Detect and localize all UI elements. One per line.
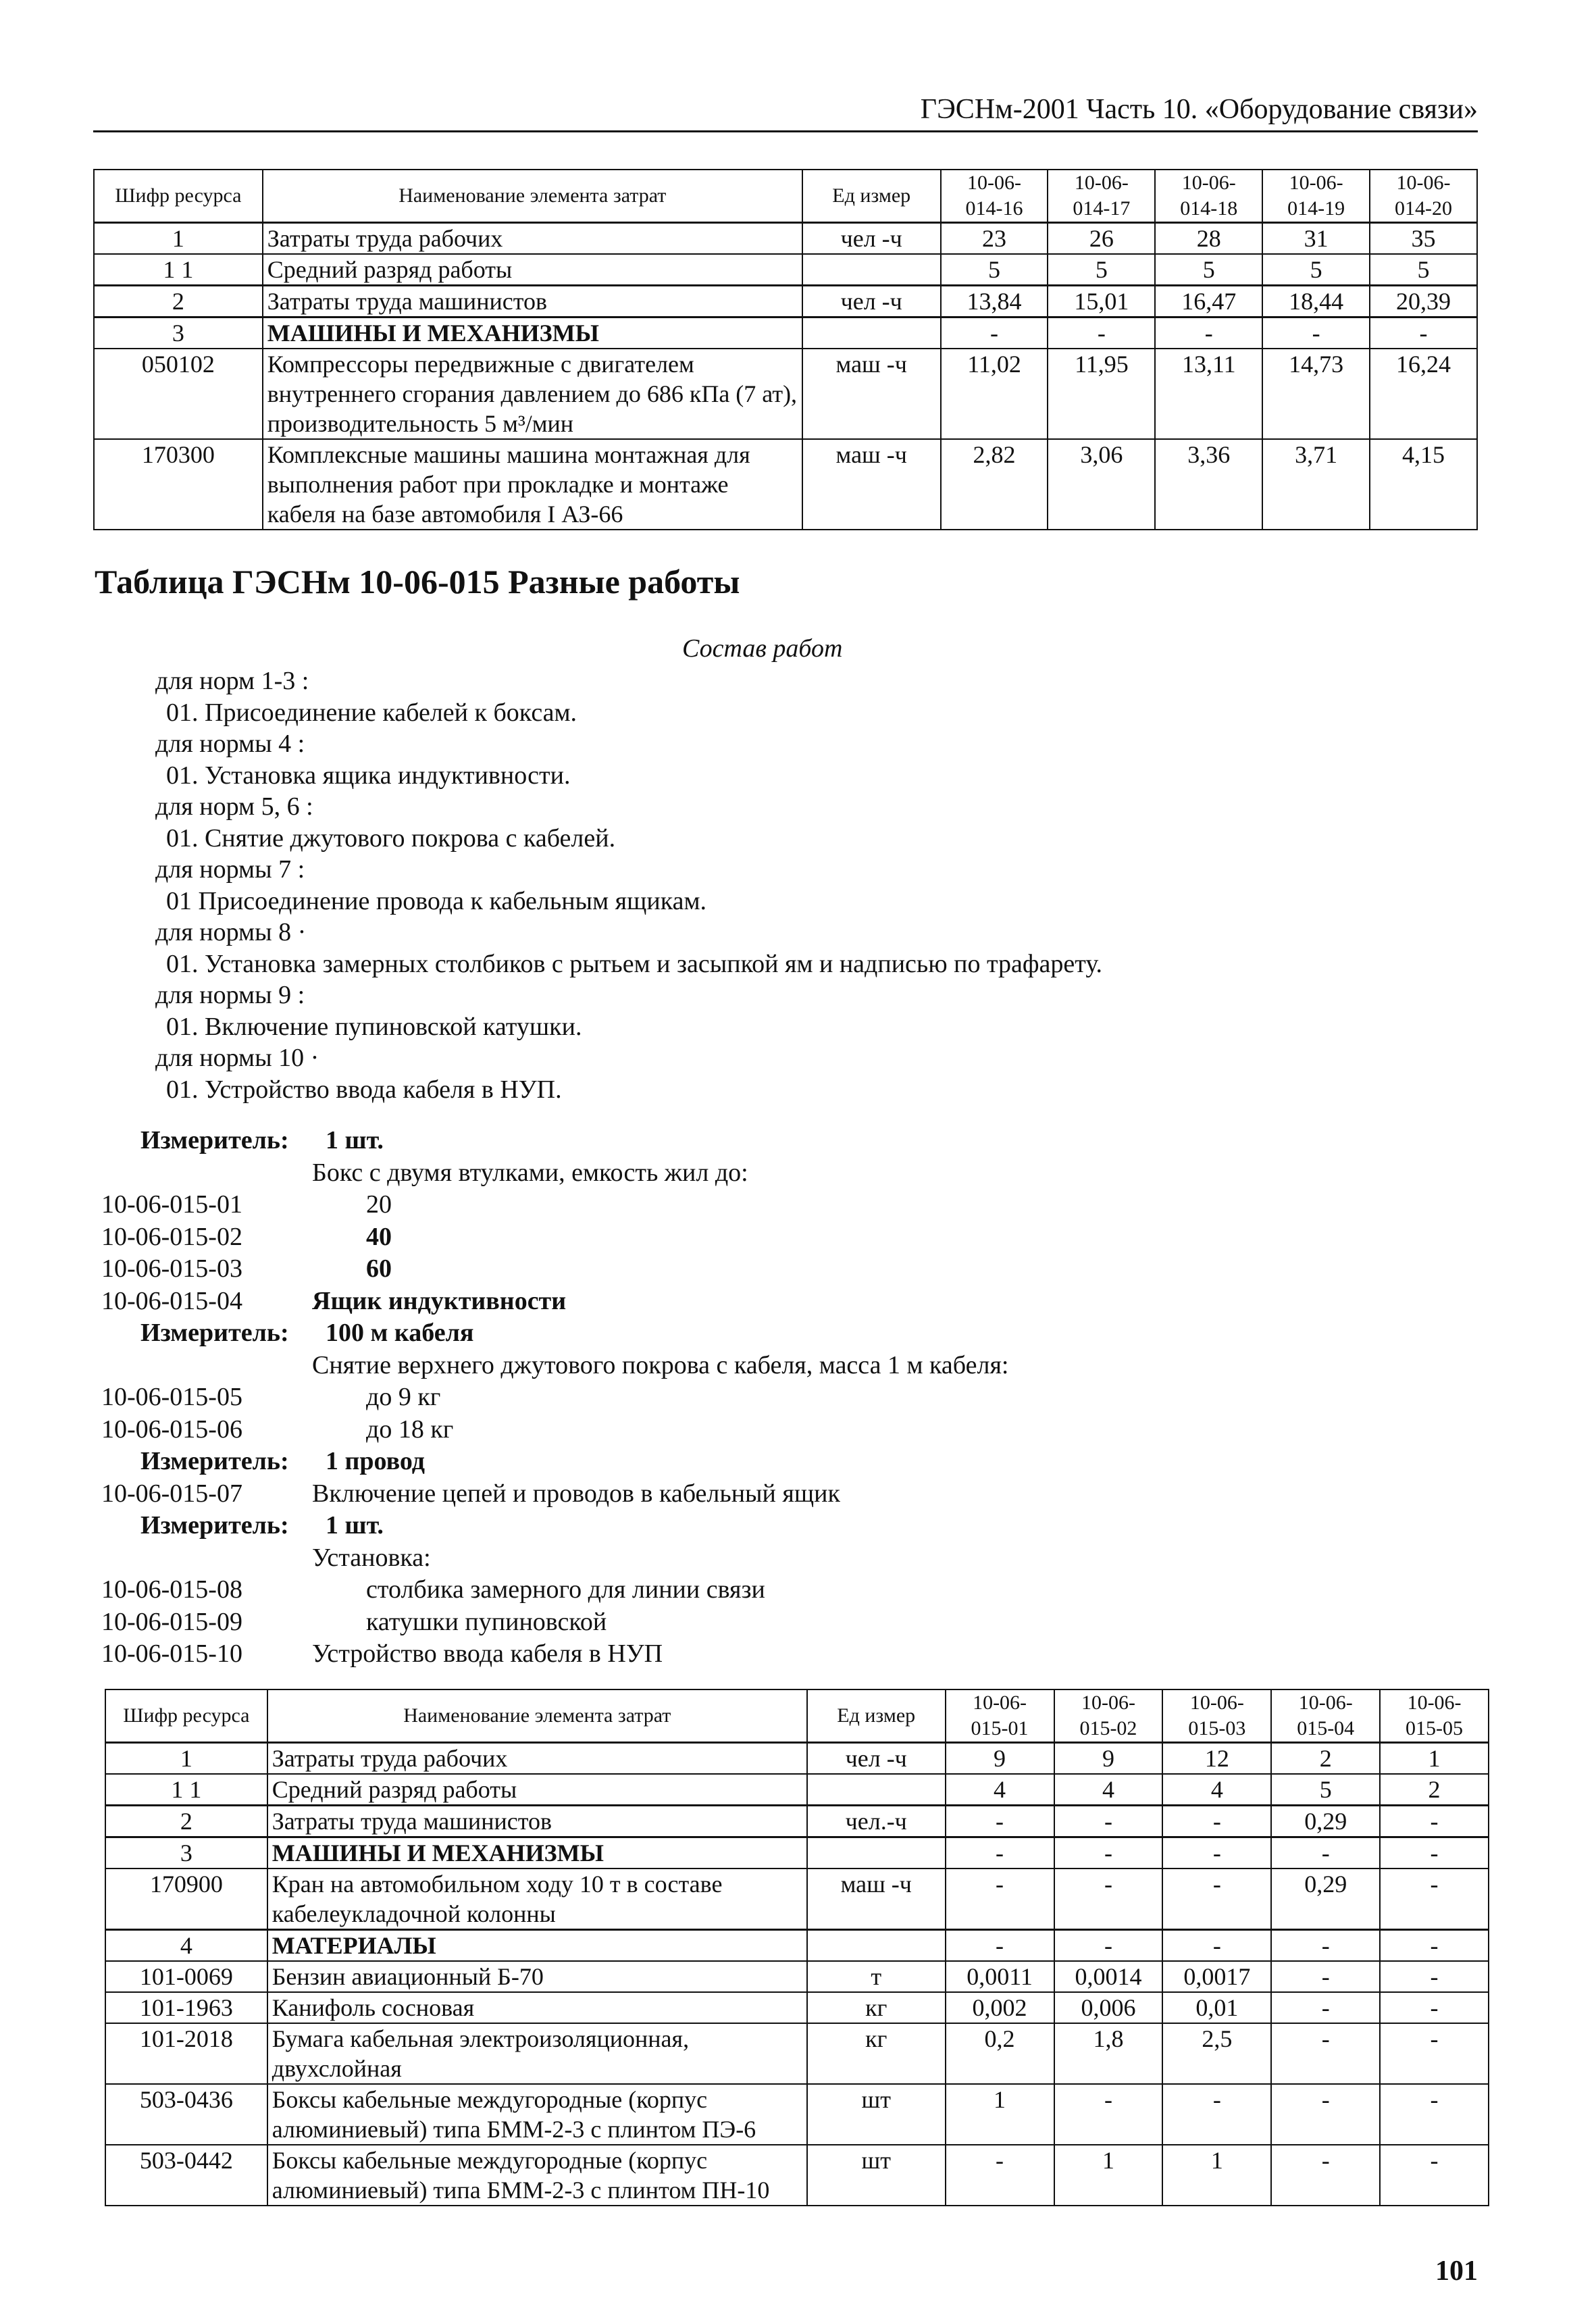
table-row bbox=[105, 2023, 1489, 2084]
norm-code: 10-06-015-10 bbox=[101, 1640, 242, 1668]
norm-code: 10-06-015-03 bbox=[101, 1254, 242, 1283]
value-cell: 16,47 bbox=[1155, 286, 1262, 317]
norm-code: 10-06-015-06 bbox=[101, 1415, 242, 1444]
value-cell: - bbox=[1271, 2023, 1380, 2084]
cost-element-name-cell: Бумага кабельная электроизоляционная, двухслойная bbox=[267, 2023, 807, 2084]
measure-value: 1 шт. bbox=[326, 1126, 384, 1154]
value-cell: 13,11 bbox=[1155, 349, 1262, 439]
value-cell: - bbox=[1262, 317, 1370, 349]
value-cell: - bbox=[1380, 1837, 1489, 1869]
value-cell: - bbox=[1380, 1930, 1489, 1962]
cost-element-name-cell: Затраты труда машинистов bbox=[263, 286, 802, 317]
resource-code-cell: 4 bbox=[105, 1930, 267, 1962]
value-cell: 18,44 bbox=[1262, 286, 1370, 317]
value-cell: 31 bbox=[1262, 223, 1370, 255]
value-cell: - bbox=[1155, 317, 1262, 349]
norm-group-label: для норм 1-3 : bbox=[155, 667, 309, 695]
resource-code-cell: 2 bbox=[105, 1806, 267, 1837]
norm-description: до 9 кг bbox=[366, 1383, 441, 1411]
value-cell: 5 bbox=[1271, 1774, 1380, 1806]
header-rule bbox=[93, 130, 1478, 132]
value-cell: 14,73 bbox=[1262, 349, 1370, 439]
cost-element-name-cell: Средний разряд работы bbox=[263, 254, 802, 286]
measure-value: 100 м кабеля bbox=[326, 1319, 474, 1347]
work-item: 01. Установка ящика индуктивности. bbox=[166, 761, 571, 790]
norm-code: 10-06-015-04 bbox=[101, 1286, 242, 1315]
value-cell: 11,95 bbox=[1048, 349, 1155, 439]
value-cell: - bbox=[1162, 1869, 1271, 1930]
norm-description: Снятие верхнего джутового покрова с кабеля, масса 1 м кабеля: bbox=[312, 1350, 1009, 1379]
value-cell: - bbox=[1054, 1930, 1163, 1962]
table-row bbox=[105, 2145, 1489, 2206]
value-cell: - bbox=[1271, 1837, 1380, 1869]
value-cell: - bbox=[946, 1837, 1054, 1869]
table-row bbox=[105, 2084, 1489, 2145]
norm-code: 10-06-015-08 bbox=[101, 1575, 242, 1604]
value-cell: - bbox=[1271, 1992, 1380, 2023]
unit-cell: маш -ч bbox=[802, 439, 941, 530]
value-cell: - bbox=[1380, 2023, 1489, 2084]
unit-cell bbox=[807, 1837, 946, 1869]
table-row bbox=[94, 286, 1477, 317]
resource-code-cell: 3 bbox=[94, 317, 263, 349]
norm-group-label: для норм 5, 6 : bbox=[155, 792, 313, 821]
cost-element-name-cell: Боксы кабельные междугородные (корпус алюминиевый) типа БММ-2-3 с плинтом ПЭ-6 bbox=[267, 2084, 807, 2145]
work-item: 01. Устройство ввода кабеля в НУП. bbox=[166, 1075, 562, 1104]
value-cell: 35 bbox=[1370, 223, 1477, 255]
value-cell: 2,5 bbox=[1162, 2023, 1271, 2084]
value-cell: 1 bbox=[1380, 1743, 1489, 1775]
measure-label: Измеритель: bbox=[140, 1511, 289, 1540]
measure-label: Измеритель: bbox=[140, 1319, 289, 1347]
norm-code: 10-06-015-05 bbox=[101, 1383, 242, 1411]
work-item: 01 Присоединение провода к кабельным ящикам. bbox=[166, 886, 707, 915]
unit-cell: маш -ч bbox=[807, 1869, 946, 1930]
norm-description: 40 bbox=[366, 1222, 392, 1251]
value-cell: 2,82 bbox=[941, 439, 1048, 530]
resource-code-cell: 050102 bbox=[94, 349, 263, 439]
work-item: 01. Установка замерных столбиков с рытьем и засыпкой ям и надписью по трафарету. bbox=[166, 949, 1103, 978]
resource-table-014 bbox=[93, 169, 1478, 530]
norm-code: 10-06-015-09 bbox=[101, 1607, 242, 1636]
norm-description: Установка: bbox=[312, 1543, 431, 1572]
unit-cell: шт bbox=[807, 2145, 946, 2206]
column-header: 10-06- 014-19 bbox=[1262, 170, 1370, 223]
resource-code-cell: 1 bbox=[94, 223, 263, 255]
resource-code-cell: 2 bbox=[94, 286, 263, 317]
value-cell: 26 bbox=[1048, 223, 1155, 255]
unit-cell: кг bbox=[807, 1992, 946, 2023]
unit-cell: чел -ч bbox=[802, 223, 941, 255]
cost-element-name-cell: Затраты труда машинистов bbox=[267, 1806, 807, 1837]
norm-group-label: для нормы 10 · bbox=[155, 1044, 319, 1072]
column-header: 10-06- 014-20 bbox=[1370, 170, 1477, 223]
table-row bbox=[105, 1743, 1489, 1775]
value-cell: 16,24 bbox=[1370, 349, 1477, 439]
unit-cell bbox=[802, 317, 941, 349]
value-cell: 1 bbox=[1162, 2145, 1271, 2206]
column-header: Ед измер bbox=[802, 170, 941, 223]
value-cell: 12 bbox=[1162, 1743, 1271, 1775]
value-cell: - bbox=[1054, 2084, 1163, 2145]
norm-description: 60 bbox=[366, 1254, 392, 1283]
norm-description: Включение цепей и проводов в кабельный ящик bbox=[312, 1479, 840, 1508]
running-header: ГЭСНм-2001 Часть 10. «Оборудование связи» bbox=[920, 94, 1478, 125]
table-row bbox=[94, 349, 1477, 439]
value-cell: - bbox=[1054, 1837, 1163, 1869]
value-cell: - bbox=[1380, 1961, 1489, 1992]
column-header: Шифр ресурса bbox=[94, 170, 263, 223]
value-cell: - bbox=[1162, 1930, 1271, 1962]
value-cell: - bbox=[1162, 1837, 1271, 1869]
resource-code-cell: 101-0069 bbox=[105, 1961, 267, 1992]
unit-cell bbox=[807, 1774, 946, 1806]
norm-description: столбика замерного для линии связи bbox=[366, 1575, 765, 1604]
value-cell: 5 bbox=[1155, 254, 1262, 286]
resource-code-cell: 101-2018 bbox=[105, 2023, 267, 2084]
column-header: 10-06- 015-03 bbox=[1162, 1689, 1271, 1743]
value-cell: 9 bbox=[1054, 1743, 1163, 1775]
value-cell: 4 bbox=[946, 1774, 1054, 1806]
work-composition-heading: Состав работ bbox=[682, 634, 843, 663]
table-row bbox=[94, 223, 1477, 255]
value-cell: 13,84 bbox=[941, 286, 1048, 317]
value-cell: 3,36 bbox=[1155, 439, 1262, 530]
table-row bbox=[94, 439, 1477, 530]
resource-code-cell: 1 bbox=[105, 1743, 267, 1775]
table-row bbox=[94, 317, 1477, 349]
column-header: 10-06- 015-04 bbox=[1271, 1689, 1380, 1743]
table-row bbox=[105, 1930, 1489, 1962]
value-cell: 0,002 bbox=[946, 1992, 1054, 2023]
value-cell: - bbox=[1271, 2145, 1380, 2206]
value-cell: - bbox=[946, 1806, 1054, 1837]
table-row bbox=[105, 1837, 1489, 1869]
unit-cell: маш -ч bbox=[802, 349, 941, 439]
cost-element-name-cell: МАТЕРИАЛЫ bbox=[267, 1930, 807, 1962]
norm-description: до 18 кг bbox=[366, 1415, 454, 1444]
value-cell: 0,0017 bbox=[1162, 1961, 1271, 1992]
norm-group-label: для нормы 9 : bbox=[155, 981, 305, 1009]
resource-code-cell: 101-1963 bbox=[105, 1992, 267, 2023]
norm-description: катушки пупиновской bbox=[366, 1607, 607, 1636]
resource-code-cell: 1 1 bbox=[105, 1774, 267, 1806]
value-cell: - bbox=[1380, 2084, 1489, 2145]
column-header: 10-06- 015-05 bbox=[1380, 1689, 1489, 1743]
measure-value: 1 провод bbox=[326, 1447, 425, 1475]
unit-cell: т bbox=[807, 1961, 946, 1992]
value-cell: - bbox=[1380, 1869, 1489, 1930]
value-cell: 2 bbox=[1271, 1743, 1380, 1775]
unit-cell bbox=[802, 254, 941, 286]
value-cell: 2 bbox=[1380, 1774, 1489, 1806]
value-cell: - bbox=[946, 1930, 1054, 1962]
value-cell: - bbox=[1370, 317, 1477, 349]
table-row bbox=[105, 1774, 1489, 1806]
value-cell: 4 bbox=[1054, 1774, 1163, 1806]
cost-element-name-cell: Компрессоры передвижные с двигателем внутреннего сгорания давлением до 686 кПа (7 ат), производительность 5 м³/мин bbox=[263, 349, 802, 439]
norm-code: 10-06-015-01 bbox=[101, 1190, 242, 1219]
value-cell: 3,71 bbox=[1262, 439, 1370, 530]
column-header: 10-06- 015-02 bbox=[1054, 1689, 1163, 1743]
value-cell: - bbox=[1271, 1930, 1380, 1962]
resource-code-cell: 1 1 bbox=[94, 254, 263, 286]
resource-code-cell: 3 bbox=[105, 1837, 267, 1869]
column-header: Наименование элемента затрат bbox=[263, 170, 802, 223]
value-cell: - bbox=[946, 2145, 1054, 2206]
cost-element-name-cell: Затраты труда рабочих bbox=[267, 1743, 807, 1775]
cost-element-name-cell: Боксы кабельные междугородные (корпус алюминиевый) типа БММ-2-3 с плинтом ПН-10 bbox=[267, 2145, 807, 2206]
column-header: Ед измер bbox=[807, 1689, 946, 1743]
value-cell: 28 bbox=[1155, 223, 1262, 255]
table-header-row bbox=[94, 170, 1477, 223]
value-cell: 9 bbox=[946, 1743, 1054, 1775]
value-cell: - bbox=[1380, 1806, 1489, 1837]
value-cell: - bbox=[1380, 2145, 1489, 2206]
section-title: Таблица ГЭСНм 10-06-015 Разные работы bbox=[95, 563, 740, 601]
value-cell: 1 bbox=[946, 2084, 1054, 2145]
cost-element-name-cell: Канифоль сосновая bbox=[267, 1992, 807, 2023]
value-cell: 0,01 bbox=[1162, 1992, 1271, 2023]
norm-group-label: для нормы 4 : bbox=[155, 730, 305, 758]
norm-group-label: для нормы 7 : bbox=[155, 855, 305, 884]
resource-code-cell: 503-0442 bbox=[105, 2145, 267, 2206]
table-row bbox=[105, 1806, 1489, 1837]
unit-cell: кг bbox=[807, 2023, 946, 2084]
value-cell: 5 bbox=[941, 254, 1048, 286]
value-cell: 5 bbox=[1262, 254, 1370, 286]
column-header: Шифр ресурса bbox=[105, 1689, 267, 1743]
value-cell: 0,0014 bbox=[1054, 1961, 1163, 1992]
cost-element-name-cell: Комплексные машины машина монтажная для выполнения работ при прокладке и монтаже кабеля на базе автомобиля I АЗ-66 bbox=[263, 439, 802, 530]
column-header: 10-06- 014-18 bbox=[1155, 170, 1262, 223]
measure-label: Измеритель: bbox=[140, 1447, 289, 1475]
value-cell: - bbox=[1162, 2084, 1271, 2145]
value-cell: 0,29 bbox=[1271, 1806, 1380, 1837]
work-item: 01. Присоединение кабелей к боксам. bbox=[166, 698, 577, 727]
value-cell: 0,006 bbox=[1054, 1992, 1163, 2023]
work-item: 01. Включение пупиновской катушки. bbox=[166, 1012, 582, 1041]
value-cell: 0,29 bbox=[1271, 1869, 1380, 1930]
work-item: 01. Снятие джутового покрова с кабелей. bbox=[166, 823, 616, 853]
page-number: 101 bbox=[1435, 2256, 1478, 2287]
table-row bbox=[105, 1869, 1489, 1930]
work-composition-list bbox=[155, 665, 1102, 1105]
value-cell: 1 bbox=[1054, 2145, 1163, 2206]
value-cell: - bbox=[1380, 1992, 1489, 2023]
unit-cell bbox=[807, 1930, 946, 1962]
norm-group-label: для нормы 8 · bbox=[155, 918, 307, 946]
norm-description: Устройство ввода кабеля в НУП bbox=[312, 1640, 663, 1668]
column-header: 10-06- 014-16 bbox=[941, 170, 1048, 223]
column-header: 10-06- 015-01 bbox=[946, 1689, 1054, 1743]
resource-code-cell: 170300 bbox=[94, 439, 263, 530]
resource-code-cell: 170900 bbox=[105, 1869, 267, 1930]
value-cell: 11,02 bbox=[941, 349, 1048, 439]
resource-code-cell: 503-0436 bbox=[105, 2084, 267, 2145]
table-row bbox=[94, 254, 1477, 286]
table-header-row bbox=[105, 1689, 1489, 1743]
value-cell: - bbox=[1054, 1869, 1163, 1930]
cost-element-name-cell: МАШИНЫ И МЕХАНИЗМЫ bbox=[267, 1837, 807, 1869]
table-row bbox=[105, 1961, 1489, 1992]
unit-cell: шт bbox=[807, 2084, 946, 2145]
value-cell: 0,2 bbox=[946, 2023, 1054, 2084]
cost-element-name-cell: Средний разряд работы bbox=[267, 1774, 807, 1806]
column-header: 10-06- 014-17 bbox=[1048, 170, 1155, 223]
value-cell: 20,39 bbox=[1370, 286, 1477, 317]
measure-label: Измеритель: bbox=[140, 1126, 289, 1154]
value-cell: - bbox=[1162, 1806, 1271, 1837]
measure-value: 1 шт. bbox=[326, 1511, 384, 1540]
column-header: Наименование элемента затрат bbox=[267, 1689, 807, 1743]
unit-cell: чел -ч bbox=[802, 286, 941, 317]
cost-element-name-cell: Бензин авиационный Б-70 bbox=[267, 1961, 807, 1992]
value-cell: - bbox=[1271, 2084, 1380, 2145]
value-cell: 5 bbox=[1370, 254, 1477, 286]
unit-cell: чел -ч bbox=[807, 1743, 946, 1775]
value-cell: 23 bbox=[941, 223, 1048, 255]
value-cell: - bbox=[1048, 317, 1155, 349]
value-cell: 1,8 bbox=[1054, 2023, 1163, 2084]
norm-description: 20 bbox=[366, 1190, 392, 1219]
norm-description: Ящик индуктивности bbox=[312, 1286, 567, 1315]
value-cell: 3,06 bbox=[1048, 439, 1155, 530]
value-cell: 4,15 bbox=[1370, 439, 1477, 530]
value-cell: - bbox=[941, 317, 1048, 349]
cost-element-name-cell: Затраты труда рабочих bbox=[263, 223, 802, 255]
norm-code: 10-06-015-07 bbox=[101, 1479, 242, 1508]
resource-table-015 bbox=[105, 1689, 1489, 2206]
value-cell: 0,0011 bbox=[946, 1961, 1054, 1992]
table-row bbox=[105, 1992, 1489, 2023]
value-cell: - bbox=[946, 1869, 1054, 1930]
value-cell: - bbox=[1271, 1961, 1380, 1992]
cost-element-name-cell: Кран на автомобильном ходу 10 т в составе кабелеукладочной колонны bbox=[267, 1869, 807, 1930]
norm-code: 10-06-015-02 bbox=[101, 1222, 242, 1251]
value-cell: - bbox=[1054, 1806, 1163, 1837]
value-cell: 15,01 bbox=[1048, 286, 1155, 317]
value-cell: 4 bbox=[1162, 1774, 1271, 1806]
unit-cell: чел.-ч bbox=[807, 1806, 946, 1837]
norm-description: Бокс с двумя втулками, емкость жил до: bbox=[312, 1158, 748, 1187]
cost-element-name-cell: МАШИНЫ И МЕХАНИЗМЫ bbox=[263, 317, 802, 349]
value-cell: 5 bbox=[1048, 254, 1155, 286]
